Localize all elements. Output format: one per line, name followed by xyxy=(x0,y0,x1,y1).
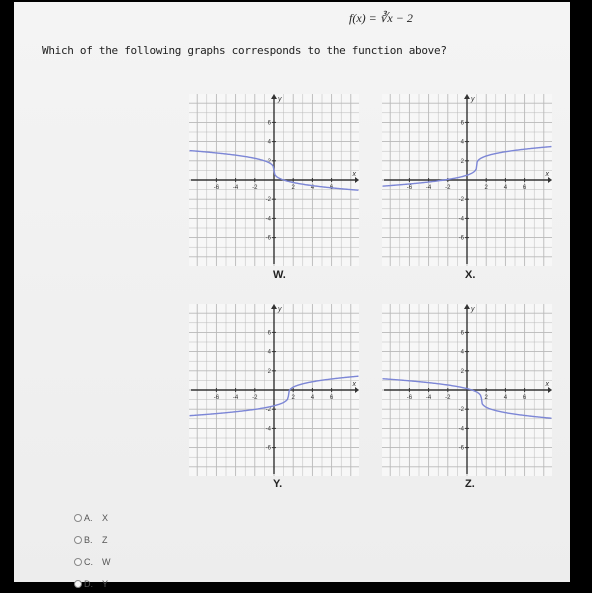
y-tick-label: 2 xyxy=(267,158,271,165)
option-letter: D. xyxy=(84,579,93,589)
x-tick-label: -6 xyxy=(406,185,413,191)
y-axis-label: y xyxy=(471,96,475,103)
graph-w xyxy=(189,94,359,266)
y-tick-label: 4 xyxy=(460,349,464,356)
worksheet xyxy=(14,2,570,589)
y-tick-label: -2 xyxy=(458,197,464,204)
x-tick-label: -6 xyxy=(213,185,220,191)
x-tick-label: 6 xyxy=(329,395,334,401)
graph-label-z: Z. xyxy=(465,478,475,490)
x-tick-label: 6 xyxy=(522,185,527,191)
x-tick-label: 2 xyxy=(291,395,295,401)
x-tick-label: 4 xyxy=(503,395,508,401)
graph-label-w: W. xyxy=(273,269,286,281)
y-tick-label: -4 xyxy=(265,216,271,223)
radio-button-icon[interactable] xyxy=(74,558,82,566)
y-tick-label: -6 xyxy=(265,445,271,452)
function-formula: f(x) = ∛x − 2 xyxy=(349,11,413,25)
x-axis-label: x xyxy=(545,171,549,178)
y-tick-label: 6 xyxy=(267,120,271,127)
y-axis-label: y xyxy=(471,306,475,313)
option-letter: C. xyxy=(84,557,93,567)
x-tick-label: -4 xyxy=(425,395,432,401)
x-tick-label: 4 xyxy=(503,185,508,191)
y-tick-label: 6 xyxy=(267,330,271,337)
radio-button-icon[interactable] xyxy=(74,580,82,588)
option-text: W xyxy=(102,557,111,567)
y-tick-label: 2 xyxy=(460,368,464,375)
x-tick-label: -6 xyxy=(213,395,220,401)
graph-x xyxy=(382,94,552,266)
y-tick-label: -4 xyxy=(458,216,464,223)
x-tick-label: 2 xyxy=(291,185,295,191)
coordinate-plane xyxy=(189,304,359,476)
coordinate-plane xyxy=(189,94,359,266)
y-tick-label: -6 xyxy=(458,235,464,242)
x-tick-label: 6 xyxy=(329,185,334,191)
graph-label-y: Y. xyxy=(273,478,283,490)
x-axis-label: x xyxy=(545,381,549,388)
option-text: Y xyxy=(102,579,109,589)
graph-label-x: X. xyxy=(465,269,476,281)
graph-z xyxy=(382,304,552,476)
option-d[interactable] xyxy=(74,573,111,593)
x-tick-label: -4 xyxy=(232,185,239,191)
y-tick-label: 4 xyxy=(267,139,271,146)
x-axis-label: x xyxy=(352,171,356,178)
x-tick-label: 2 xyxy=(484,185,488,191)
graph-y xyxy=(189,304,359,476)
y-tick-label: -2 xyxy=(458,407,464,414)
option-text: X xyxy=(102,513,109,523)
y-tick-label: -6 xyxy=(458,445,464,452)
x-tick-label: -2 xyxy=(252,395,258,401)
coordinate-plane xyxy=(382,94,552,266)
y-tick-label: 6 xyxy=(460,330,464,337)
y-axis-label: y xyxy=(278,96,282,103)
y-axis-label: y xyxy=(278,306,282,313)
y-tick-label: -4 xyxy=(265,426,271,433)
option-text: Z xyxy=(102,535,108,545)
x-axis-label: x xyxy=(352,381,356,388)
x-tick-label: -2 xyxy=(252,185,258,191)
option-c[interactable] xyxy=(74,551,111,573)
y-tick-label: 2 xyxy=(460,158,464,165)
x-tick-label: 4 xyxy=(310,185,315,191)
y-tick-label: -6 xyxy=(265,235,271,242)
coordinate-plane xyxy=(382,304,552,476)
y-tick-label: 2 xyxy=(267,368,271,375)
y-tick-label: -2 xyxy=(265,407,271,414)
radio-button-icon[interactable] xyxy=(74,536,82,544)
x-tick-label: -4 xyxy=(232,395,239,401)
x-tick-label: 6 xyxy=(522,395,527,401)
answer-options xyxy=(74,507,111,593)
x-tick-label: -4 xyxy=(425,185,432,191)
question-text: Which of the following graphs corresponds to the function above? xyxy=(42,44,447,57)
option-letter: B. xyxy=(84,535,93,545)
option-b[interactable] xyxy=(74,529,111,551)
y-tick-label: -2 xyxy=(265,197,271,204)
x-tick-label: 4 xyxy=(310,395,315,401)
y-tick-label: 6 xyxy=(460,120,464,127)
x-tick-label: -2 xyxy=(445,185,451,191)
y-tick-label: 4 xyxy=(460,139,464,146)
option-letter: A. xyxy=(84,513,93,523)
x-tick-label: 2 xyxy=(484,395,488,401)
y-tick-label: -4 xyxy=(458,426,464,433)
y-tick-label: 4 xyxy=(267,349,271,356)
x-tick-label: -2 xyxy=(445,395,451,401)
option-a[interactable] xyxy=(74,507,111,529)
radio-button-icon[interactable] xyxy=(74,514,82,522)
x-tick-label: -6 xyxy=(406,395,413,401)
